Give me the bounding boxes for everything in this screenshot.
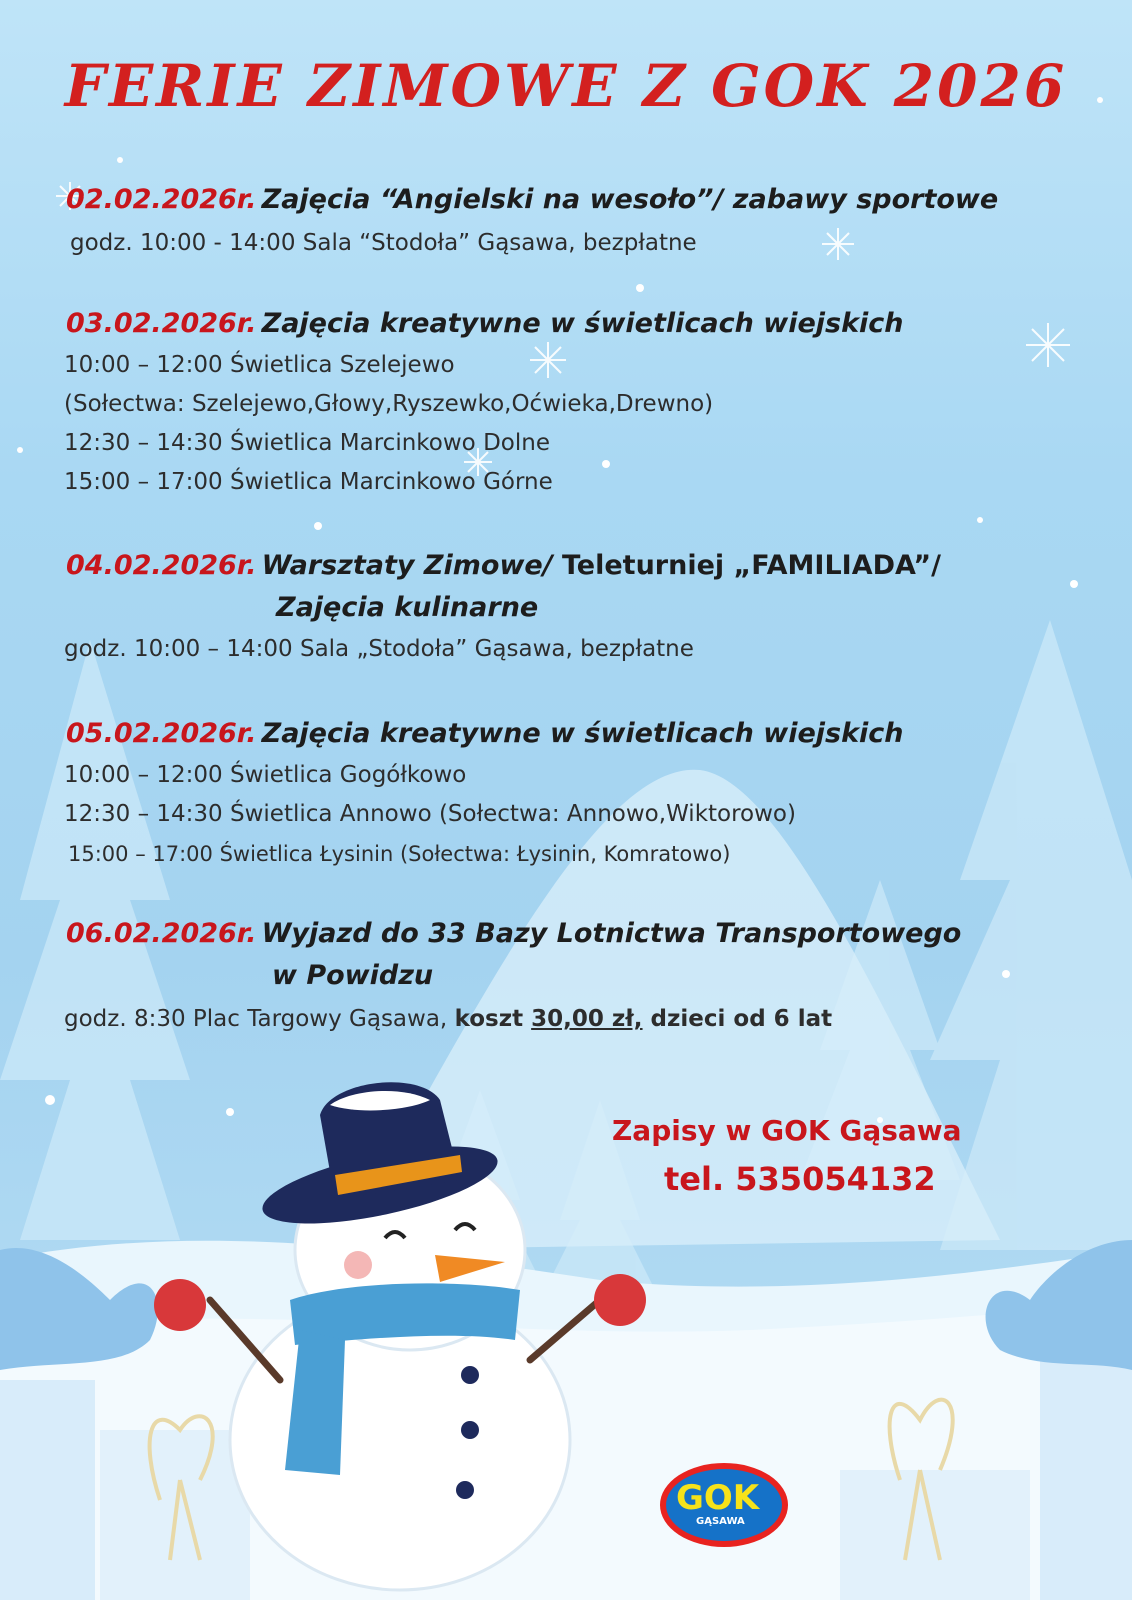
event-3-heading [66,550,941,581]
event-2-detail: (Sołectwa: Szelejewo,Głowy,Ryszewko,Oćwieka,Drewno) [64,391,714,417]
event-2-title: Zajęcia kreatywne w świetlicach wiejskich [261,308,904,339]
event-4-heading [66,718,904,749]
signup-phone: tel. 535054132 [664,1160,936,1198]
event-2-detail: 15:00 – 17:00 Świetlica Marcinkowo Górne [64,469,553,495]
event-2-detail: 10:00 – 12:00 Świetlica Szelejewo [64,352,455,378]
event-5-detail [64,1006,832,1032]
page-title: FERIE ZIMOWE Z GOK 2026 [64,52,1068,120]
event-3-date: 04.02.2026r. [66,550,257,581]
event-2-detail: 12:30 – 14:30 Świetlica Marcinkowo Dolne [64,430,550,456]
event-4-date: 05.02.2026r. [66,718,257,749]
event-5-title-line2: w Powidzu [272,960,434,991]
event-3-title-mid: Teleturniej „FAMILIADA”/ [552,550,942,581]
event-3-title-line2: Zajęcia kulinarne [276,592,539,623]
event-5-title: Wyjazd do 33 Bazy Lotnictwa Transportowego [261,918,962,949]
event-5-detail-prefix: godz. 8:30 Plac Targowy Gąsawa, [64,1006,455,1032]
event-3-detail: godz. 10:00 – 14:00 Sala „Stodoła” Gąsawa, bezpłatne [64,636,694,662]
event-5-date: 06.02.2026r. [66,918,257,949]
event-1-heading [66,184,998,215]
event-3-title: Warsztaty Zimowe/ [261,550,553,581]
event-2-heading [66,308,904,339]
event-4-detail: 10:00 – 12:00 Świetlica Gogółkowo [64,762,467,788]
event-5-cost-value: 30,00 zł, [531,1006,643,1032]
event-1-title: Zajęcia “Angielski na wesoło”/ zabawy sportowe [261,184,999,215]
event-1-detail: godz. 10:00 - 14:00 Sala “Stodoła” Gąsawa, bezpłatne [70,230,697,256]
gok-logo-sub: GĄSAWA [696,1516,745,1527]
event-4-detail: 15:00 – 17:00 Świetlica Łysinin (Sołectwa: Łysinin, Komratowo) [68,842,731,866]
event-5-age-note: dzieci od 6 lat [642,1006,833,1032]
event-2-date: 03.02.2026r. [66,308,257,339]
signup-label: Zapisy w GOK Gąsawa [612,1114,962,1147]
event-4-title: Zajęcia kreatywne w świetlicach wiejskich [261,718,904,749]
gok-logo-letters: GOK [676,1478,760,1518]
event-5-heading [66,918,961,949]
event-5-cost-label: koszt [454,1006,532,1032]
event-1-date: 02.02.2026r. [66,184,257,215]
event-4-detail: 12:30 – 14:30 Świetlica Annowo (Sołectwa: Annowo,Wiktorowo) [64,801,796,827]
